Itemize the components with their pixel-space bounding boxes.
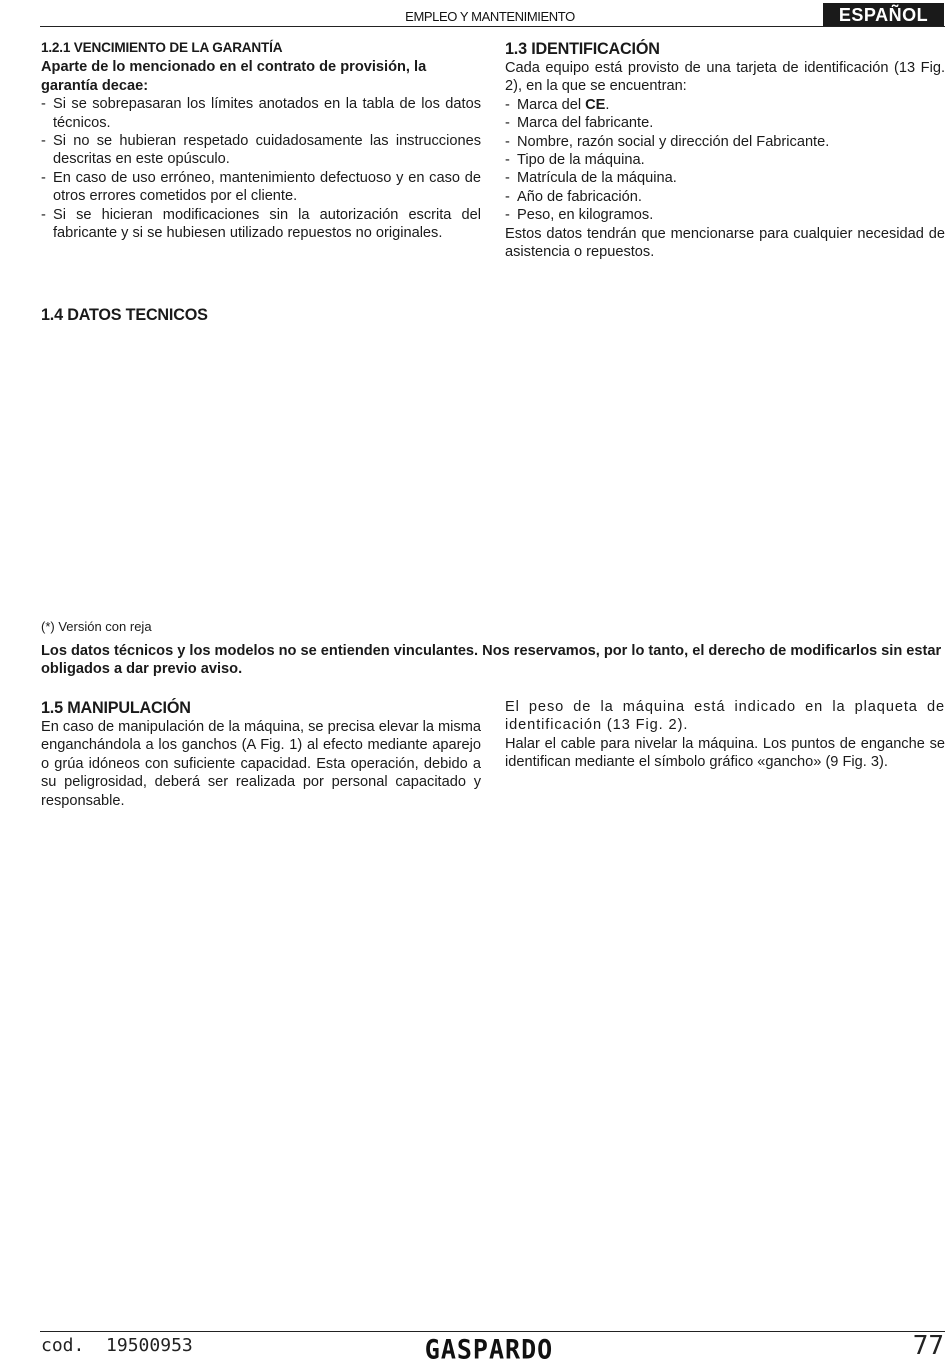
warranty-heading: 1.2.1 VENCIMIENTO DE LA GARANTÍA — [41, 40, 283, 55]
warranty-intro: Aparte de lo mencionado en el contrato de provisión, la garantía decae: — [41, 59, 427, 94]
version-note: (*) Versión con reja — [41, 619, 152, 634]
technical-data-heading: 1.4 DATOS TECNICOS — [41, 306, 208, 324]
weight-note: El peso de la máquina está indicado en la plaqueta de identificación (13 Fig. 2). — [505, 699, 945, 734]
document-code: cod. 19500953 — [41, 1335, 193, 1356]
page-number: 77 — [912, 1331, 944, 1361]
ce-mark: CE — [585, 96, 606, 113]
disclaimer-text: Los datos técnicos y los modelos no se entienden vinculantes. Nos reservamos, por lo tanto, el derecho de modificarlos sin estar obligados a dar previo aviso. — [41, 643, 942, 678]
footer-divider — [40, 1331, 945, 1332]
leveling-note: Halar el cable para nivelar la máquina. Los puntos de enganche se identifican mediante el símbolo gráfico «gancho» (9 Fig. 3). — [505, 735, 945, 771]
handling-right-column — [505, 698, 945, 772]
warranty-item: - Si se sobrepasaran los límites anotados en la tabla de los datos técnicos. — [41, 96, 481, 131]
handling-heading: 1.5 MANIPULACIÓN — [41, 699, 191, 717]
identification-item: - Año de fabricación. — [505, 188, 642, 205]
identification-item: - Nombre, razón social y dirección del Fabricante. — [505, 133, 830, 150]
identification-heading: 1.3 IDENTIFICACIÓN — [505, 40, 660, 58]
header-divider — [40, 26, 945, 27]
handling-text: En caso de manipulación de la máquina, se precisa elevar la misma enganchándola a los ganchos (A Fig. 1) al efecto mediante aparejo o grúa idóneos con suficiente capacidad. Esta operación, debido a su peligrosidad, deberá ser realizada por personal capacitado y responsable. — [41, 719, 481, 809]
identification-item: - Matrícula de la máquina. — [505, 170, 677, 187]
warranty-section — [41, 39, 481, 242]
identification-item: - Tipo de la máquina. — [505, 152, 645, 169]
running-header: EMPLEO Y MANTENIMIENTO — [405, 9, 575, 24]
handling-section — [41, 698, 481, 810]
identification-closing: Estos datos tendrán que mencionarse para cualquier necesidad de asistencia o repuestos. — [505, 225, 945, 261]
identification-item: - Marca del fabricante. — [505, 115, 654, 132]
warranty-item: - Si no se hubieran respetado cuidadosamente las instrucciones descritas en este opúsculo. — [41, 133, 481, 168]
identification-item: - Marca del CE. — [505, 96, 610, 113]
warranty-item: - En caso de uso erróneo, mantenimiento defectuoso y en caso de otros errores cometidos por el cliente. — [41, 169, 481, 205]
language-badge: ESPAÑOL — [823, 3, 944, 27]
identification-intro: Cada equipo está provisto de una tarjeta de identificación (13 Fig. 2), en la que se encuentran: — [505, 60, 945, 95]
identification-item: - Peso, en kilogramos. — [505, 207, 654, 224]
warranty-item: - Si se hicieran modificaciones sin la autorización escrita del fabricante y si se hubiesen utilizado repuestos no originales. — [41, 206, 481, 242]
brand-logo: GASPARDO — [424, 1333, 554, 1366]
identification-section — [505, 39, 945, 261]
